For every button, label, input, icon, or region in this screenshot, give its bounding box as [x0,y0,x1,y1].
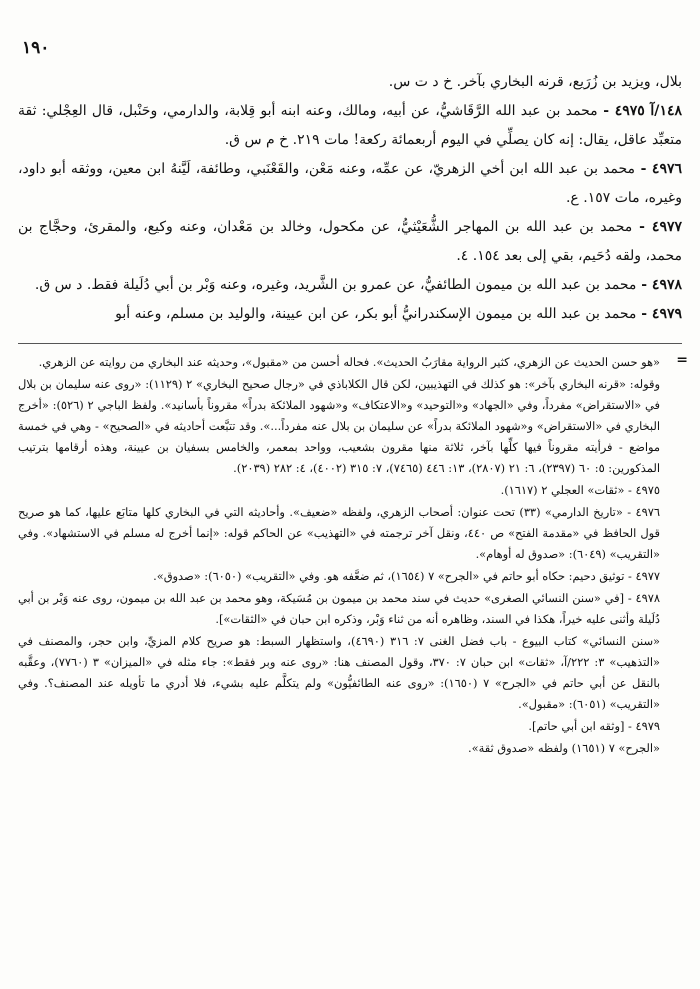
footnote-para: «سنن النسائي» كتاب البيوع - باب فضل الغنى ٧: ٣١٦ (٤٦٩٠)، واستظهار السبط: هو صريح كلام المزيِّ، وابن حجر، والمصنف في «التذهيب» ٣: ٢٢٢/آ، «ثقات» ابن حبان ٧: ٣٧٠، وقول المصنف هنا: «روى عنه وبر فقط»: جاء مثله في «الميزان» ٣ (٧٧٦٠)، وعقَّبه بالنقل عن أبي حاتم في «الجرح» ٧ (١٦٥٠): «روى عنه الطائفيُّون» ولم يتكلَّم عليه بشيء، فلا أدري ما تأويله عند المصنف؟. وفي «التقريب» (٦٠٥١): «مقبول». [18,634,660,711]
entry-4977: ٤٩٧٧ - محمد بن عبد الله بن المهاجر الشُّعَيْثيُّ، عن مكحول، وخالد بن مَعْدان، وعنه وكيع، والمقرئ، وحجَّاج بن محمد، ولقه دُحَيم، بقي إلى بعد ١٥٤. ٤. [18,219,682,264]
footnote-mark: = [676,352,688,368]
footnote-para: «الجرح» ٧ (١٦٥١) ولفظه «صدوق ثقة». [468,741,660,755]
footnotes [18,352,660,760]
footnote-divider [18,343,682,344]
entry-4978: ٤٩٧٨ - محمد بن عبد الله بن ميمون الطائفيُّ، عن عمرو بن الشَّريد، وغيره، وعنه وَبْر بن أبي دُلَيلة فقط. د س ق. [34,277,682,293]
entry-4975: ١٤٨/آ ٤٩٧٥ - محمد بن عبد الله الرَّقَاشيُّ، عن أبيه، ومالك، وعنه ابنه أبو قِلابة، والدارمي، وحَنْبل، قال العِجْلي: ثقة متعبِّد عاقل، يقال: إنه كان يصلِّي في اليوم أربعمائة ركعة! مات ٢١٩. خ م س ق. [18,103,682,148]
footnote-para: ٤٩٧٦ - «تاريخ الدارمي» (٣٣) تحت عنوان: أصحاب الزهري، ولفظه «ضعيف». وأحاديثه التي في البخاري كلها متابَع عليها، كما هو صريح قول الحافظ في «مقدمة الفتح» ص ٤٤٠، ونقل آخر ترجمته في «التهذيب» عن الحاكم قوله: «إنما أخرج له مسلم في الاستشهاد». وفي «التقريب» (٦٠٤٩): «صدوق له أوهام». [18,505,660,561]
page-number: ١٩٠ [22,38,50,58]
main-entries [18,68,682,329]
footnote-para: ٤٩٧٥ - «ثقات» العجلي ٢ (١٦١٧). [500,483,660,497]
entry-continuation: بلال، ويزيد بن زُرَيع، قرنه البخاري بآخر. خ د ت س. [388,74,682,90]
footnote-para: ٤٩٧٩ - [وثقه ابن أبي حاتم]. [528,719,660,733]
footnote-para: ٤٩٧٨ - [في «سنن النسائي الصغرى» حديث في سند محمد بن ميمون بن مُسَيكة، وهو محمد بن عبد الله بن ميمون، روى عنه وَبْر بن أبي دُلَيلة وأثنى عليه خيراً، هكذا في السند، وظاهره أنه من ثناء وَبْر، وذكره ابن حبان في «الثقات»]. [18,591,660,626]
footnote-para: ٤٩٧٧ - توثيق دحيم: حكاه أبو حاتم في «الجرح» ٧ (١٦٥٤)، ثم ضعَّفه هو. وفي «التقريب» (٦٠٥٠): «صدوق». [153,569,660,583]
entry-4979: ٤٩٧٩ - محمد بن عبد الله بن ميمون الإسكندرانيُّ أبو بكر، عن ابن عيينة، والوليد بن مسلم، وعنه أبو [115,306,682,322]
footnote-para: وقوله: «قرنه البخاري بآخر»: هو كذلك في التهذيبين، لكن قال الكلاباذي في «رجال صحيح البخاري» ٢ (١١٢٩): «روى عنه سليمان بن بلال في «الاستقراض» مفرداً، وفي «الجهاد» و«التوحيد» و«الاعتكاف» و«شهود الملائكة بدراً» مقروناً بأسانيد». ولفظ الباجي ٢ (٥٢٦): «أخرج البخاري في «الاستقراض» و«شهود الملائكة بدراً» عن سليمان بن بلال عنه مفرداً...». وقد تتبَّعت أحاديثه في «الصحيح» - وهي في خمسة مواضع - فرأيته مقروناً فيها كلِّها بآخر، ثلاثة منها مقرون بشعيب، وواحد بمعمر، والخامس بسفيان بن عيينة، وهذه أرقامها بترتيب المذكورين: ٥: ٦٠ (٢٣٩٧)، ٦: ٢١ (٢٨٠٧)، ١٣: ٤٤٦ (٧٤٦٥)، ٧: ٣١٥ (٤٠٠٢)، ٤: ٢٨٢ (٢٠٣٩). [18,377,660,475]
entry-4976: ٤٩٧٦ - محمد بن عبد الله ابن أخي الزهريّ، عن عمِّه، وعنه مَعْن، والقَعْنَبي، وطائفة، لَيَّنهُ ابن معين، ووثقه أبو داود، وغيره، مات ١٥٧. ع. [18,161,682,206]
footnote-para: «هو حسن الحديث عن الزهري، كثير الرواية مقارَبُ الحديث». فحاله أحسن من «مقبول»، وحديثه عند البخاري من روايته عن الزهري. [38,355,660,369]
